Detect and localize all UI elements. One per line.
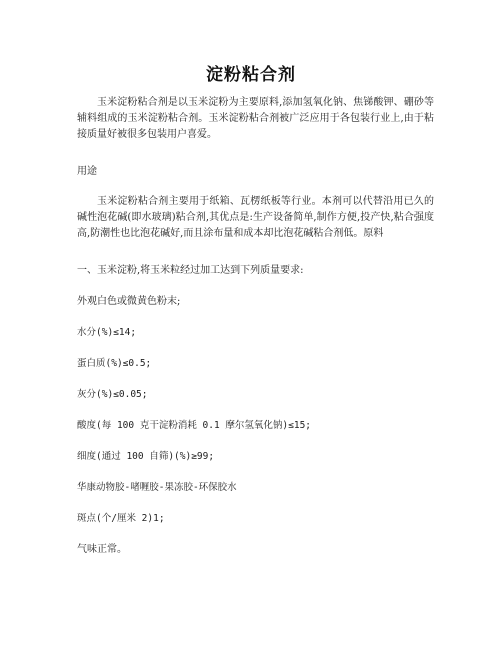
spec-line: 灰分(%)≤0.05; [77,389,148,400]
spec-line: 细度(通过 100 自筛)(%)≥99; [77,451,215,462]
usage-paragraph: 玉米淀粉粘合剂主要用于纸箱、瓦楞纸板等行业。本剂可以代替沿用已久的碱性泡花碱(即水玻璃)粘合剂,其优点是:生产设备简单,制作方便,投产快,粘合强度高,防潮性也比泡花碱好,而且涂布量和成本却比泡花碱粘合剂低。原料 [77,196,434,239]
spec-line: 气味正常。 [77,544,127,555]
raw-material-line: 一、玉米淀粉,将玉米粒经过加工达到下列质量要求: [77,265,304,276]
intro-paragraph: 玉米淀粉粘合剂是以玉米淀粉为主要原料,添加氢氧化钠、焦锑酸钾、硼砂等辅料组成的玉米淀粉粘合剂。玉米淀粉粘合剂被广泛应用于各包装行业上,由于粘接质量好被很多包装用户喜爱。 [77,97,434,140]
spec-line: 外观白色或微黄色粉末; [77,296,181,307]
spec-line: 蛋白质(%)≤0.5; [77,358,152,369]
spec-line: 酸度(每 100 克干淀粉消耗 0.1 摩尔氢氧化钠)≤15; [77,420,312,431]
spec-line: 水分(%)≤14; [77,327,137,338]
spec-line: 斑点(个/厘米 2)1; [77,513,165,524]
spec-line: 华康动物胶-啫喱胶-果冻胶-环保胶水 [77,482,237,493]
usage-heading: 用途 [77,166,97,177]
document-title: 淀粉粘合剂 [206,65,296,85]
